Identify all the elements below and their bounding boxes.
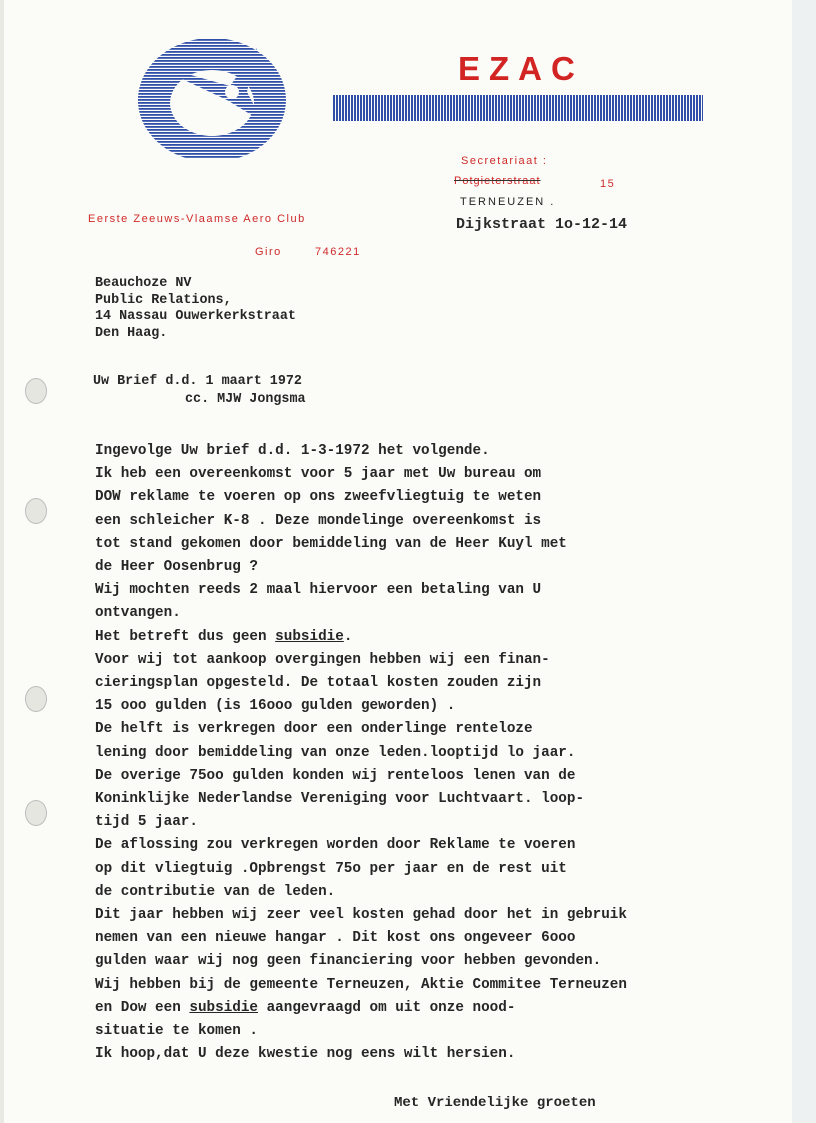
- body-line: de Heer Oosenbrug ?: [95, 559, 259, 576]
- reference-line: Uw Brief d.d. 1 maart 1972: [93, 374, 302, 389]
- body-line: Wij hebben bij de gemeente Terneuzen, Aktie Commitee Terneuzen: [95, 976, 627, 993]
- body-line: Ingevolge Uw brief d.d. 1-3-1972 het volgende.: [95, 443, 490, 459]
- body-line: op dit vliegtuig .Opbrengst 75o per jaar en de rest uit: [95, 860, 567, 877]
- punch-hole: [25, 498, 47, 524]
- body-line: Ik hoop,dat U deze kwestie nog eens wilt hersien.: [95, 1046, 516, 1063]
- body-line: Dit jaar hebben wij zeer veel kosten gehad door het in gebruik: [95, 907, 627, 924]
- street-number: 15: [600, 178, 616, 190]
- body-line: gulden waar wij nog geen financiering voor hebben gevonden.: [95, 953, 602, 970]
- giro-label: Giro: [255, 246, 282, 258]
- aircraft-emblem-icon: [135, 30, 290, 158]
- body-line: 15 ooo gulden (is 16ooo gulden geworden) .: [95, 698, 456, 715]
- org-short-name: EZAC: [458, 50, 584, 87]
- punch-hole: [25, 686, 47, 712]
- body-line: Wij mochten reeds 2 maal hiervoor een betaling van U: [95, 582, 542, 599]
- letterhead-stripe: [333, 95, 703, 121]
- body-line: lening door bemiddeling van onze leden.looptijd lo jaar.: [95, 744, 576, 761]
- body-text: Het betreft dus geen: [95, 628, 276, 645]
- body-line: een schleicher K-8 . Deze mondelinge overeenkomst is: [95, 512, 542, 529]
- closing-line: Met Vriendelijke groeten: [394, 1095, 596, 1111]
- reference: [93, 373, 306, 409]
- body-line: situatie te komen .: [95, 1023, 259, 1040]
- body-line: De aflossing zou verkregen worden door Reklame te voeren: [95, 837, 576, 854]
- recipient-line: 14 Nassau Ouwerkerkstraat: [95, 309, 296, 324]
- giro-number: 746221: [315, 246, 361, 258]
- underlined-word: subsidie: [275, 628, 344, 645]
- body-line: tijd 5 jaar.: [95, 814, 198, 831]
- body-line: DOW reklame te voeren op ons zweefvliegtuig te weten: [95, 489, 542, 506]
- recipient-line: Den Haag.: [95, 325, 168, 341]
- punch-hole: [25, 378, 47, 404]
- body-line: Koninklijke Nederlandse Vereniging voor Luchtvaart. loop-: [95, 791, 585, 808]
- body-line: cieringsplan opgesteld. De totaal kosten zouden zijn: [95, 675, 542, 692]
- recipient-address: [95, 276, 296, 342]
- cc-line: cc. MJW Jongsma: [185, 392, 306, 407]
- body-line: De overige 75oo gulden konden wij renteloos lenen van de: [95, 767, 576, 784]
- body-line: nemen van een nieuwe hangar . Dit kost ons ongeveer 6ooo: [95, 930, 576, 947]
- body-text: aangevraagd om uit onze nood-: [258, 999, 516, 1016]
- underlined-word: subsidie: [189, 999, 259, 1016]
- struck-street: Potgieterstraat: [454, 175, 541, 187]
- punch-hole: [25, 800, 47, 826]
- secretariat-label: Secretariaat :: [461, 155, 548, 167]
- body-text: en Dow een: [95, 999, 190, 1016]
- body-line: tot stand gekomen door bemiddeling van de Heer Kuyl met: [95, 535, 567, 552]
- letter-body: [95, 440, 627, 1066]
- org-full-name: Eerste Zeeuws-Vlaamse Aero Club: [88, 213, 306, 225]
- body-line: Ik heb een overeenkomst voor 5 jaar met Uw bureau om: [95, 466, 542, 483]
- body-line: [95, 626, 627, 649]
- paper-edge: [792, 0, 816, 1123]
- city-name: TERNEUZEN .: [460, 196, 556, 208]
- body-line: ontvangen.: [95, 605, 181, 622]
- body-text: .: [343, 628, 353, 645]
- recipient-line: Beauchoze NV: [95, 276, 192, 291]
- body-line: [95, 997, 627, 1020]
- body-line: Voor wij tot aankoop overgingen hebben wij een finan-: [95, 651, 550, 668]
- new-address: Dijkstraat 1o-12-14: [456, 216, 628, 233]
- body-line: de contributie van de leden.: [95, 883, 336, 900]
- body-line: De helft is verkregen door een onderlinge renteloze: [95, 721, 533, 738]
- recipient-line: Public Relations,: [95, 292, 232, 308]
